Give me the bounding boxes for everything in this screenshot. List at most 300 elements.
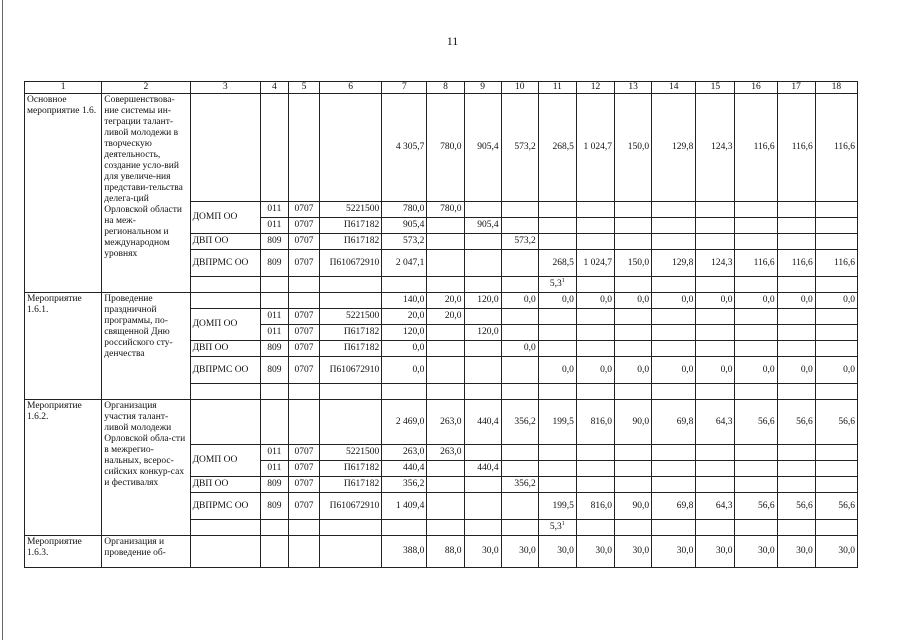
header-cell: 7 [382,82,427,94]
empty-cell [576,277,614,293]
total-value: 268,5 [538,94,576,202]
total-value: 440,4 [464,400,501,445]
total-value: 30,0 [696,536,735,568]
section-code: 0707 [288,325,319,341]
empty-cell [615,445,652,461]
header-cell: 2 [102,82,190,94]
total-value: 30,0 [815,536,857,568]
empty-cell [576,477,614,493]
target-article: П610672910 [320,493,382,520]
total-value: 30,0 [735,536,777,568]
empty-cell [501,384,538,400]
empty-cell [427,277,464,293]
empty-cell [288,520,319,536]
total-value: 129,8 [652,94,696,202]
empty-cell [815,341,857,357]
total-value: 30,0 [777,536,815,568]
header-cell: 3 [190,82,260,94]
amount-year: 150,0 [615,250,652,277]
amount-year: 816,0 [576,493,614,520]
empty-cell [427,384,464,400]
total-value: 20,0 [427,293,464,309]
amount-year: 0,0 [615,357,652,384]
org-name: ДОМП ОО [190,445,260,477]
empty-cell [615,477,652,493]
empty-cell [538,218,576,234]
activity-description: Совершенствова-ние системы ин-теграции талант-ливой молодежи в творческую деятельность, создание усло-вий для увеличе-ния представи-тельства делега-ций Орловской области на меж-региональном и международном уровнях [102,94,190,293]
amount-total: 780,0 [382,202,427,218]
target-article: П617182 [320,325,382,341]
amount-year [427,461,464,477]
empty-cell [464,341,501,357]
empty-cell [735,202,777,218]
empty-cell [464,477,501,493]
empty-cell [735,234,777,250]
total-value: 30,0 [538,536,576,568]
target-article: П610672910 [320,357,382,384]
empty-cell [615,218,652,234]
header-cell: 5 [288,82,319,94]
empty-cell [190,277,260,293]
empty-cell [382,277,427,293]
empty-cell [464,250,501,277]
empty-cell [815,384,857,400]
empty-cell [615,234,652,250]
activity-id: Мероприятие 1.6.1. [25,293,102,400]
header-cell: 8 [427,82,464,94]
target-article: П610672910 [320,250,382,277]
total-value: 116,6 [735,94,777,202]
org-name: ДВП ОО [190,477,260,493]
empty-cell [501,445,538,461]
empty-cell [464,277,501,293]
amount-total: 440,4 [382,461,427,477]
empty-cell [777,202,815,218]
note-value: $5,3^1$ [538,277,576,293]
empty-cell [382,384,427,400]
amount-year: 0,0 [735,357,777,384]
amount-year: 56,6 [735,493,777,520]
header-cell: 18 [815,82,857,94]
grbs-code: 809 [260,341,288,357]
empty-cell [777,309,815,325]
empty-cell [777,277,815,293]
total-value: 88,0 [427,536,464,568]
empty-cell [696,341,735,357]
total-value: 0,0 [615,293,652,309]
total-value: 0,0 [777,293,815,309]
budget-table [24,81,858,568]
empty-cell [260,520,288,536]
header-cell: 17 [777,82,815,94]
empty-cell [288,293,319,309]
empty-cell [696,445,735,461]
note-value [538,384,576,400]
activity-description: Проведение праздничной программы, по-священной Дню российского сту-денчества [102,293,190,400]
header-cell: 16 [735,82,777,94]
grbs-code: 011 [260,218,288,234]
empty-cell [652,384,696,400]
empty-cell [615,384,652,400]
empty-cell [538,234,576,250]
total-value: 1 024,7 [576,94,614,202]
header-cell: 12 [576,82,614,94]
empty-cell [538,341,576,357]
total-value: 30,0 [501,536,538,568]
total-value: 150,0 [615,94,652,202]
header-cell: 6 [320,82,382,94]
empty-cell [538,461,576,477]
amount-year: 780,0 [427,202,464,218]
section-code: 0707 [288,341,319,357]
total-value: 0,0 [501,293,538,309]
amount-total: 0,0 [382,341,427,357]
empty-cell [777,477,815,493]
empty-cell [260,536,288,568]
empty-cell [538,202,576,218]
empty-cell [777,384,815,400]
amount-year: 0,0 [777,357,815,384]
empty-cell [260,293,288,309]
target-article: П617182 [320,234,382,250]
total-value: 816,0 [576,400,614,445]
empty-cell [735,218,777,234]
section-code: 0707 [288,461,319,477]
total-value: 116,6 [815,94,857,202]
amount-year: 356,2 [501,477,538,493]
total-value: 0,0 [576,293,614,309]
amount-total: 20,0 [382,309,427,325]
empty-cell [501,325,538,341]
empty-cell [501,218,538,234]
total-value: 0,0 [815,293,857,309]
empty-cell [501,277,538,293]
grbs-code: 011 [260,445,288,461]
note-text: 5,3 [549,522,562,532]
amount-year: 90,0 [615,493,652,520]
empty-cell [501,493,538,520]
empty-cell [288,536,319,568]
table-row [25,400,858,445]
empty-cell [735,309,777,325]
amount-year: 0,0 [538,357,576,384]
amount-year: 69,8 [652,493,696,520]
amount-total: 2 047,1 [382,250,427,277]
amount-year: 199,5 [538,493,576,520]
amount-year: 116,6 [777,250,815,277]
empty-cell [576,461,614,477]
total-value: 124,3 [696,94,735,202]
empty-cell [260,400,288,445]
grbs-code: 011 [260,309,288,325]
header-cell: 4 [260,82,288,94]
total-value: 780,0 [427,94,464,202]
empty-cell [815,309,857,325]
amount-total: 905,4 [382,218,427,234]
grbs-code: 809 [260,234,288,250]
total-value: 30,0 [576,536,614,568]
empty-cell [288,277,319,293]
empty-cell [576,309,614,325]
total-value: 263,0 [427,400,464,445]
header-cell: 9 [464,82,501,94]
empty-cell [576,445,614,461]
section-code: 0707 [288,218,319,234]
amount-year: 573,2 [501,234,538,250]
total-value: 116,6 [777,94,815,202]
total-value: 0,0 [696,293,735,309]
empty-cell [501,357,538,384]
empty-cell [652,520,696,536]
amount-year: 64,3 [696,493,735,520]
amount-year: 0,0 [501,341,538,357]
grbs-code: 809 [260,493,288,520]
total-value: 2 469,0 [382,400,427,445]
total-value: 69,8 [652,400,696,445]
empty-cell [320,277,382,293]
empty-cell [777,341,815,357]
empty-cell [464,384,501,400]
target-article: 5221500 [320,445,382,461]
header-cell: 11 [538,82,576,94]
amount-year: 124,3 [696,250,735,277]
empty-cell [615,325,652,341]
empty-cell [696,309,735,325]
grbs-code: 809 [260,250,288,277]
total-value: 56,6 [815,400,857,445]
table-row [25,94,858,202]
empty-cell [320,520,382,536]
total-value: 356,2 [501,400,538,445]
empty-cell [501,461,538,477]
empty-cell [427,520,464,536]
empty-cell [427,357,464,384]
empty-cell [427,341,464,357]
header-cell: 10 [501,82,538,94]
grbs-code: 011 [260,202,288,218]
empty-cell [427,234,464,250]
total-value: 64,3 [696,400,735,445]
empty-cell [815,234,857,250]
total-value: 573,2 [501,94,538,202]
target-article: 5221500 [320,202,382,218]
empty-cell [288,400,319,445]
target-article: П617182 [320,477,382,493]
target-article: 5221500 [320,309,382,325]
header-row [25,82,858,94]
empty-cell [320,94,382,202]
empty-cell [260,94,288,202]
empty-cell [652,477,696,493]
empty-cell [652,218,696,234]
header-cell: 1 [25,82,102,94]
empty-cell [576,520,614,536]
empty-cell [652,202,696,218]
empty-cell [190,293,260,309]
amount-year [464,202,501,218]
empty-cell [615,520,652,536]
empty-cell [464,520,501,536]
empty-cell [652,341,696,357]
empty-cell [576,325,614,341]
table-row [25,536,858,568]
empty-cell [815,277,857,293]
header-cell: 15 [696,82,735,94]
total-value: 0,0 [652,293,696,309]
empty-cell [815,461,857,477]
amount-year: 0,0 [652,357,696,384]
activity-id: Мероприятие 1.6.2. [25,400,102,536]
empty-cell [320,384,382,400]
grbs-code: 809 [260,357,288,384]
amount-year: 905,4 [464,218,501,234]
empty-cell [735,461,777,477]
amount-year [464,445,501,461]
empty-cell [696,477,735,493]
section-code: 0707 [288,250,319,277]
org-name: ДОМП ОО [190,309,260,341]
empty-cell [696,461,735,477]
empty-cell [777,445,815,461]
total-value: 30,0 [615,536,652,568]
header-cell: 13 [615,82,652,94]
header-cell: 14 [652,82,696,94]
activity-description: Организация и проведение об- [102,536,190,568]
empty-cell [427,250,464,277]
amount-year: 263,0 [427,445,464,461]
empty-cell [696,520,735,536]
total-value: 0,0 [735,293,777,309]
total-value: 199,5 [538,400,576,445]
org-name: ДВПРМС ОО [190,250,260,277]
target-article: П617182 [320,218,382,234]
total-value: 905,4 [464,94,501,202]
activity-id: Основное мероприятие 1.6. [25,94,102,293]
amount-year: 56,6 [815,493,857,520]
total-value: 4 305,7 [382,94,427,202]
grbs-code: 011 [260,325,288,341]
empty-cell [288,94,319,202]
activity-description: Организация участия талант-ливой молодежи Орловской обла-сти в межрегио-нальных, всерос-сийских конкур-сах и фестивалях [102,400,190,536]
empty-cell [735,277,777,293]
amount-year: 268,5 [538,250,576,277]
empty-cell [576,202,614,218]
amount-year: 440,4 [464,461,501,477]
empty-cell [652,461,696,477]
empty-cell [190,536,260,568]
amount-year: 0,0 [696,357,735,384]
empty-cell [815,477,857,493]
empty-cell [696,277,735,293]
empty-cell [735,384,777,400]
org-name: ДОМП ОО [190,202,260,234]
section-code: 0707 [288,477,319,493]
empty-cell [696,202,735,218]
empty-cell [735,477,777,493]
empty-cell [615,202,652,218]
empty-cell [501,250,538,277]
total-value: 56,6 [777,400,815,445]
amount-year: 20,0 [427,309,464,325]
empty-cell [190,384,260,400]
empty-cell [538,309,576,325]
empty-cell [652,234,696,250]
empty-cell [538,325,576,341]
empty-cell [815,445,857,461]
activity-id: Мероприятие 1.6.3. [25,536,102,568]
empty-cell [696,218,735,234]
total-value: 120,0 [464,293,501,309]
empty-cell [576,384,614,400]
amount-total: 1 409,4 [382,493,427,520]
empty-cell [615,309,652,325]
empty-cell [735,341,777,357]
amount-year: 129,8 [652,250,696,277]
empty-cell [652,325,696,341]
empty-cell [815,520,857,536]
empty-cell [538,445,576,461]
empty-cell [696,325,735,341]
table-row [25,293,858,309]
empty-cell [538,477,576,493]
empty-cell [615,277,652,293]
amount-total: 120,0 [382,325,427,341]
empty-cell [696,384,735,400]
empty-cell [576,341,614,357]
amount-year: 0,0 [576,357,614,384]
section-code: 0707 [288,493,319,520]
total-value: 0,0 [538,293,576,309]
section-code: 0707 [288,357,319,384]
empty-cell [501,309,538,325]
page-number: 11 [446,34,459,48]
empty-cell [815,218,857,234]
section-code: 0707 [288,234,319,250]
amount-year [427,218,464,234]
total-value: 56,6 [735,400,777,445]
org-name: ДВПРМС ОО [190,357,260,384]
empty-cell [190,400,260,445]
empty-cell [190,94,260,202]
empty-cell [652,309,696,325]
section-code: 0707 [288,309,319,325]
amount-total: 573,2 [382,234,427,250]
empty-cell [576,234,614,250]
empty-cell [777,234,815,250]
empty-cell [735,520,777,536]
total-value: 30,0 [652,536,696,568]
empty-cell [615,461,652,477]
empty-cell [777,461,815,477]
left-margin-rule [2,0,3,640]
amount-year: 116,6 [735,250,777,277]
grbs-code: 809 [260,477,288,493]
empty-cell [815,325,857,341]
empty-cell [320,536,382,568]
target-article: П617182 [320,341,382,357]
empty-cell [464,493,501,520]
empty-cell [320,293,382,309]
empty-cell [501,202,538,218]
amount-year [427,325,464,341]
empty-cell [696,234,735,250]
total-value: 30,0 [464,536,501,568]
empty-cell [320,400,382,445]
empty-cell [576,218,614,234]
amount-year: 120,0 [464,325,501,341]
org-name: ДВП ОО [190,341,260,357]
empty-cell [501,520,538,536]
